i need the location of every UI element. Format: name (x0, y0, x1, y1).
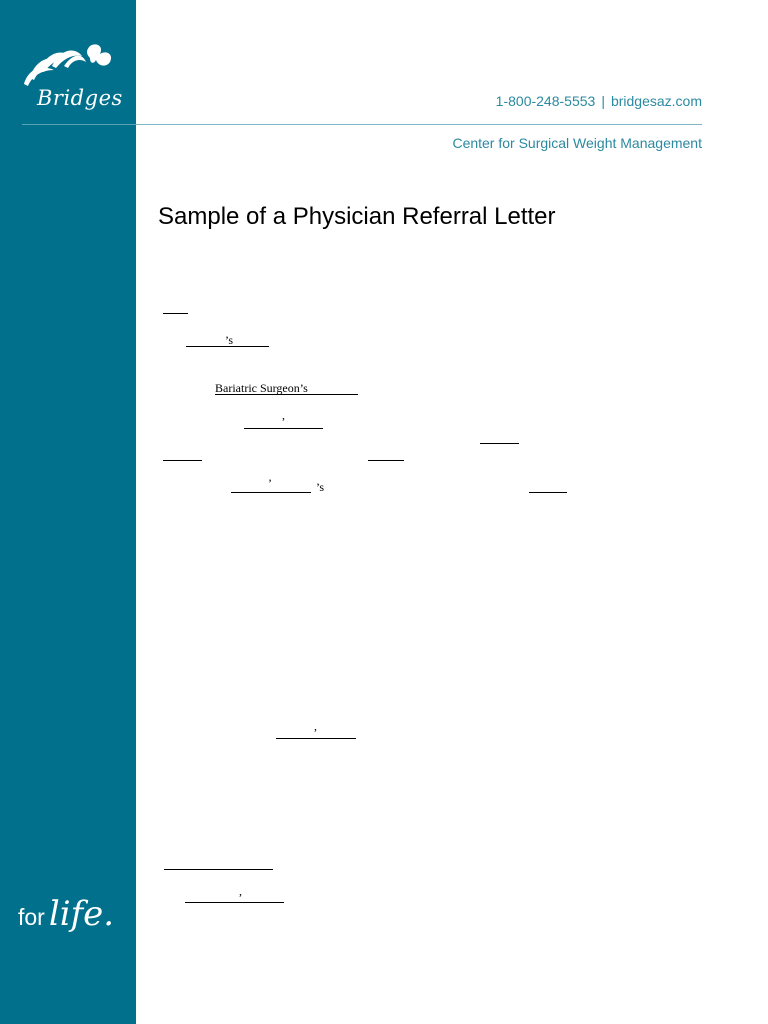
blank-line (231, 492, 311, 493)
possessive-text: ’s (316, 480, 325, 494)
brand-sidebar (0, 0, 136, 1024)
tagline-for: for (18, 904, 45, 930)
bridges-logo (20, 40, 123, 116)
blank-line (215, 394, 358, 395)
page-title: Sample of a Physician Referral Letter (158, 203, 556, 230)
blank-line (164, 869, 273, 870)
tagline (18, 894, 114, 934)
department-name: Center for Surgical Weight Management (452, 135, 702, 151)
tagline-life: life. (48, 894, 115, 934)
blank-line (186, 346, 225, 347)
blank-line (368, 460, 404, 461)
logo-wordmark: Bridges (37, 86, 123, 110)
blank-line (163, 313, 188, 314)
blank-line (225, 346, 269, 347)
phone-number: 1-800-248-5553 (495, 93, 596, 109)
blank-line (276, 738, 356, 739)
apostrophe-text: ’ (268, 476, 272, 490)
comma-text: , (314, 719, 317, 733)
blank-line (244, 428, 323, 429)
blank-line (529, 492, 567, 493)
comma-text: , (239, 884, 242, 898)
comma-text: , (282, 408, 285, 422)
header-divider (136, 124, 702, 125)
sidebar-divider (22, 124, 136, 125)
contact-line (496, 93, 702, 109)
blank-line (185, 902, 284, 903)
possessive-text: ’s (225, 333, 234, 347)
blank-line (163, 460, 202, 461)
butterfly-fan-icon (20, 40, 120, 90)
bariatric-surgeon-text: Bariatric Surgeon’s (215, 381, 308, 395)
blank-line (480, 443, 519, 444)
website-link[interactable]: bridgesaz.com (610, 93, 702, 109)
contact-separator: | (601, 93, 605, 109)
